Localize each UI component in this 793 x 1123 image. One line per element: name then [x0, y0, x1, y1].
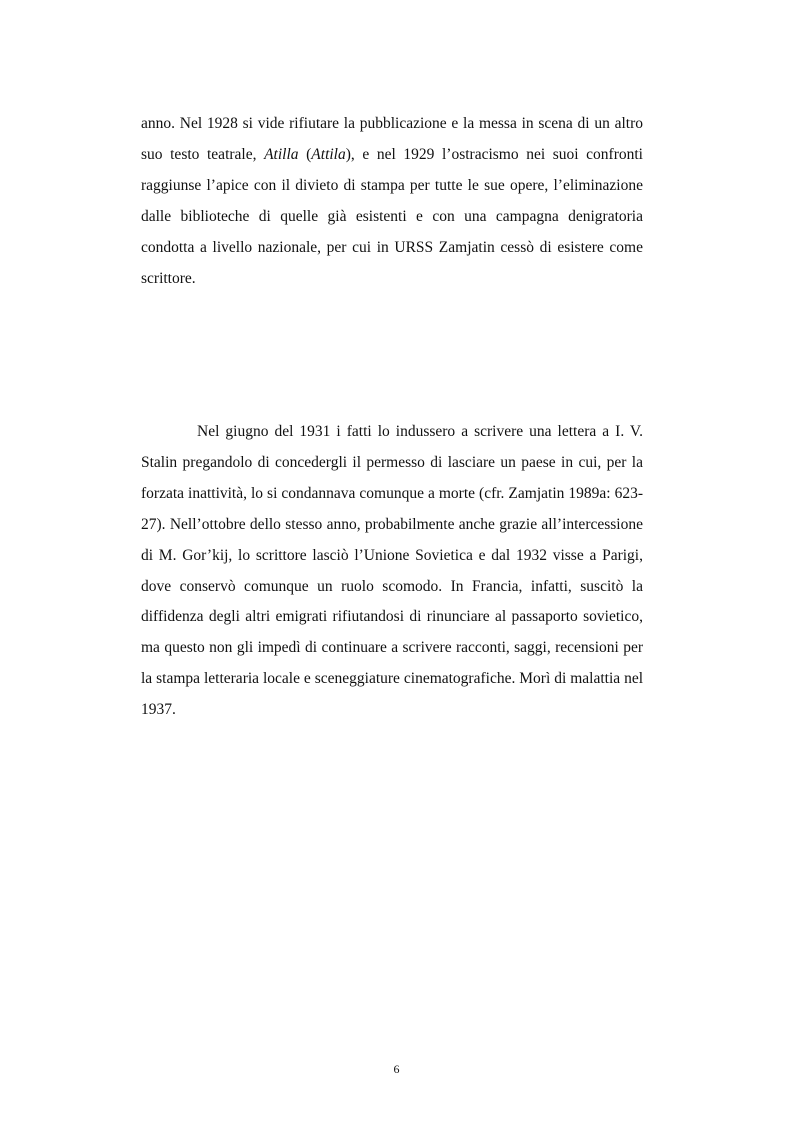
- page-number: 6: [393, 1062, 400, 1076]
- paragraph-1-text-c: ), e nel 1929 l’ostracismo nei suoi confronti raggiunse l’apice con il divieto di stampa per tutte le sue opere, l’eliminazione dalle biblioteche di quelle già esistenti e con una campagna denigratoria condotta a livello nazionale, per cui in URSS Zamjatin cessò di esistere come scrittore.: [141, 145, 643, 287]
- play-title-translation-italic: Attila: [311, 145, 346, 163]
- paragraph-1-text-b: (: [298, 145, 312, 163]
- play-title-italic: Atilla: [264, 145, 299, 163]
- body-paragraph-2: Nel giugno del 1931 i fatti lo indussero a scrivere una lettera a I. V. Stalin pregandolo di concedergli il permesso di lasciare un paese in cui, per la forzata inattività, lo si condannava comunque a morte (cfr. Zamjatin 1989a: 623-27). Nell’ottobre dello stesso anno, probabilmente anche grazie all’intercessione di M. Gor’kij, lo scrittore lasciò l’Unione Sovietica e dal 1932 visse a Parigi, dove conservò comunque un ruolo scomodo. In Francia, infatti, suscitò la diffidenza degli altri emigrati rifiutandosi di rinunciare al passaporto sovietico, ma questo non gli impedì di continuare a scrivere racconti, saggi, recensioni per la stampa letteraria locale e sceneggiature cinematografiche. Morì di malattia nel 1937.: [141, 423, 643, 719]
- body-paragraph-1: [141, 109, 643, 294]
- paragraph-1-text-a: anno. Nel 1928 si vide rifiutare la pubblicazione e la messa in scena di un altro suo testo teatrale,: [141, 115, 643, 163]
